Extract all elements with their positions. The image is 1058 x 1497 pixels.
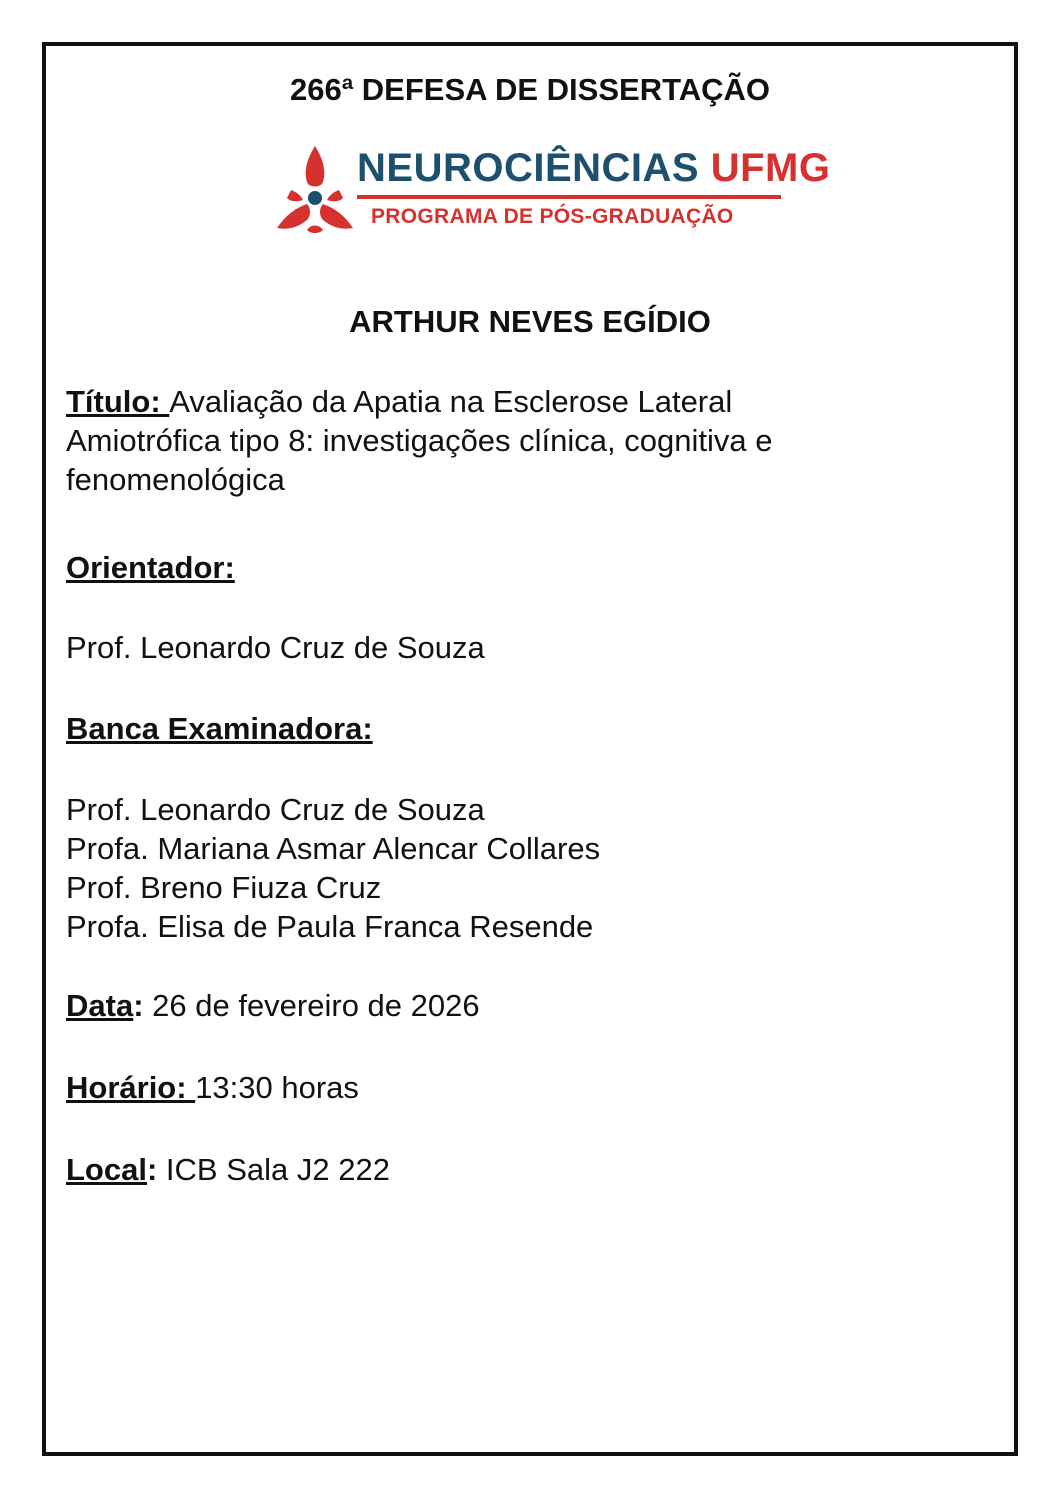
titulo-text-1: Avaliação da Apatia na Esclerose Lateral — [169, 384, 733, 419]
data-row — [66, 986, 480, 1025]
logo-star-icon — [271, 142, 359, 238]
logo-neurociencias: NEUROCIÊNCIAS — [357, 146, 700, 190]
horario-value: 13:30 horas — [195, 1070, 359, 1105]
local-value: ICB Sala J2 222 — [157, 1152, 390, 1187]
banca-list — [66, 790, 600, 946]
student-name: ARTHUR NEVES EGÍDIO — [349, 304, 711, 339]
orientador-name: Prof. Leonardo Cruz de Souza — [66, 630, 485, 665]
titulo-label: Título: — [66, 384, 170, 419]
orientador-label-row — [66, 548, 235, 587]
logo-ufmg: UFMG — [710, 146, 831, 190]
data-value: 26 de fevereiro de 2026 — [143, 988, 480, 1023]
local-label: Local — [66, 1152, 147, 1187]
page-title: 266ª DEFESA DE DISSERTAÇÃO — [289, 72, 770, 107]
data-label: Data — [66, 988, 134, 1023]
horario-label: Horário: — [66, 1070, 196, 1105]
titulo-line-2: Amiotrófica tipo 8: investigações clínica, cognitiva e — [66, 423, 773, 458]
logo-divider — [357, 195, 781, 199]
banca-member-2: Profa. Mariana Asmar Alencar Collares — [66, 831, 601, 866]
data-colon: : — [133, 988, 144, 1023]
banca-label: Banca Examinadora: — [66, 711, 373, 746]
horario-row — [66, 1068, 359, 1107]
logo-wordmark — [357, 146, 830, 190]
document-frame — [42, 42, 1018, 1456]
banca-member-3: Prof. Breno Fiuza Cruz — [66, 870, 382, 905]
titulo-section — [66, 382, 986, 499]
orientador-label: Orientador: — [66, 550, 235, 585]
banca-label-row — [66, 709, 373, 748]
banca-member-1: Prof. Leonardo Cruz de Souza — [66, 792, 485, 827]
neurociencias-ufmg-logo — [271, 142, 831, 238]
logo-subtitle: PROGRAMA DE PÓS-GRADUAÇÃO — [371, 205, 734, 228]
titulo-line-3: fenomenológica — [66, 462, 285, 497]
banca-member-4: Profa. Elisa de Paula Franca Resende — [66, 909, 594, 944]
titulo-line-1 — [66, 382, 986, 421]
local-colon: : — [146, 1152, 158, 1187]
local-row — [66, 1150, 390, 1189]
